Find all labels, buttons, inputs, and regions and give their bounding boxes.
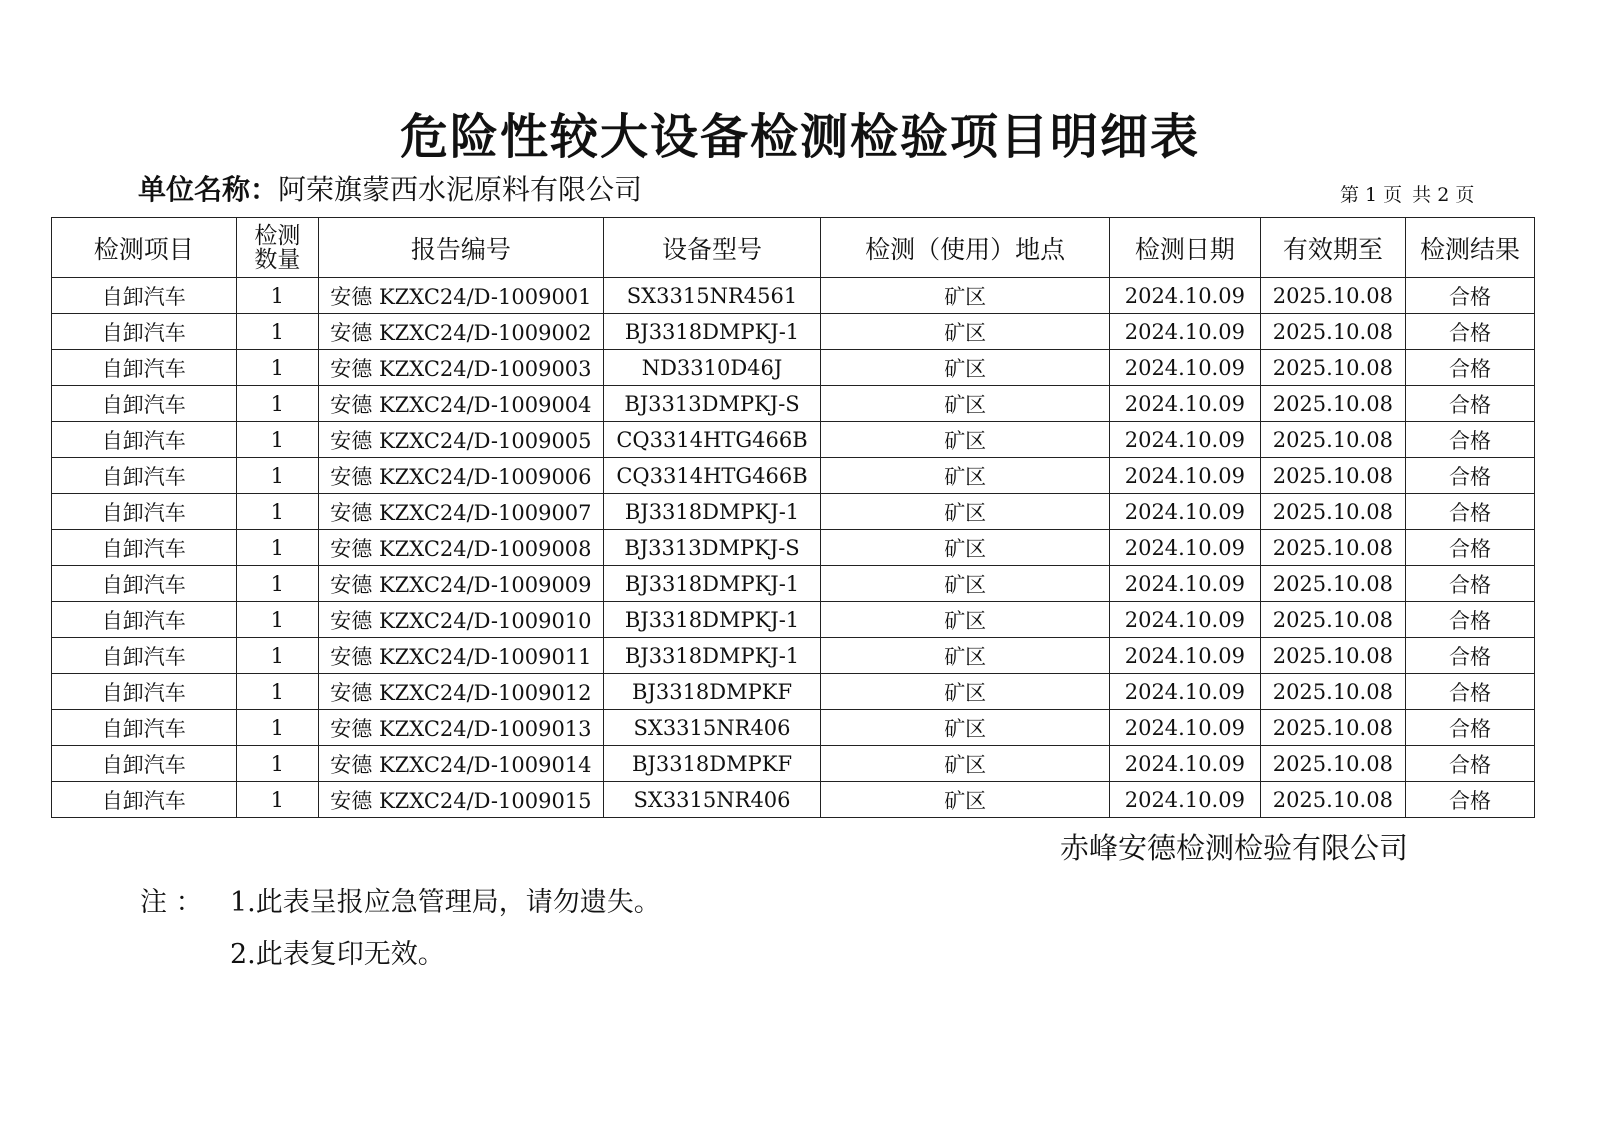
cell-result: 合格 bbox=[1406, 746, 1535, 782]
note-label: 注 ： bbox=[140, 887, 203, 918]
cell-quantity: 1 bbox=[236, 530, 319, 566]
cell-date: 2024.10.09 bbox=[1110, 710, 1261, 746]
cell-report-no: 安德 KZXC24/D-1009004 bbox=[319, 386, 604, 422]
table-row bbox=[52, 278, 1535, 314]
header-report-no: 报告编号 bbox=[319, 218, 604, 278]
cell-item: 自卸汽车 bbox=[52, 782, 237, 818]
cell-report-no: 安德 KZXC24/D-1009010 bbox=[319, 602, 604, 638]
cell-item: 自卸汽车 bbox=[52, 530, 237, 566]
page-current: 第 1 页 bbox=[1340, 184, 1403, 206]
cell-model: CQ3314HTG466B bbox=[603, 422, 821, 458]
cell-quantity: 1 bbox=[236, 782, 319, 818]
header-location: 检测（使用）地点 bbox=[821, 218, 1110, 278]
document-title: 危险性较大设备检测检验项目明细表 bbox=[399, 109, 1200, 165]
table-row bbox=[52, 638, 1535, 674]
cell-result: 合格 bbox=[1406, 314, 1535, 350]
cell-date: 2024.10.09 bbox=[1110, 566, 1261, 602]
issuer-company: 赤峰安德检测检验有限公司 bbox=[1060, 831, 1409, 865]
cell-location: 矿区 bbox=[821, 782, 1110, 818]
cell-quantity: 1 bbox=[236, 602, 319, 638]
table-row bbox=[52, 746, 1535, 782]
cell-valid-until: 2025.10.08 bbox=[1260, 602, 1405, 638]
cell-model: BJ3318DMPKJ-1 bbox=[603, 314, 821, 350]
table-row bbox=[52, 530, 1535, 566]
table-row bbox=[52, 458, 1535, 494]
header-result: 检测结果 bbox=[1406, 218, 1535, 278]
header-quantity-line-2: 数量 bbox=[254, 246, 301, 273]
cell-date: 2024.10.09 bbox=[1110, 278, 1261, 314]
cell-result: 合格 bbox=[1406, 350, 1535, 386]
page-number bbox=[1340, 180, 1474, 207]
cell-valid-until: 2025.10.08 bbox=[1260, 386, 1405, 422]
cell-location: 矿区 bbox=[821, 530, 1110, 566]
cell-quantity: 1 bbox=[236, 422, 319, 458]
cell-quantity: 1 bbox=[236, 710, 319, 746]
table-row bbox=[52, 314, 1535, 350]
cell-location: 矿区 bbox=[821, 638, 1110, 674]
cell-valid-until: 2025.10.08 bbox=[1260, 710, 1405, 746]
cell-result: 合格 bbox=[1406, 530, 1535, 566]
cell-report-no: 安德 KZXC24/D-1009015 bbox=[319, 782, 604, 818]
cell-item: 自卸汽车 bbox=[52, 638, 237, 674]
cell-valid-until: 2025.10.08 bbox=[1260, 566, 1405, 602]
cell-quantity: 1 bbox=[236, 674, 319, 710]
cell-result: 合格 bbox=[1406, 458, 1535, 494]
cell-model: SX3315NR406 bbox=[603, 710, 821, 746]
cell-location: 矿区 bbox=[821, 278, 1110, 314]
cell-item: 自卸汽车 bbox=[52, 350, 237, 386]
cell-result: 合格 bbox=[1406, 782, 1535, 818]
header-quantity-line-1: 检测 bbox=[254, 222, 301, 249]
cell-date: 2024.10.09 bbox=[1110, 782, 1261, 818]
cell-model: ND3310D46J bbox=[603, 350, 821, 386]
cell-location: 矿区 bbox=[821, 710, 1110, 746]
unit-name-line bbox=[138, 168, 642, 208]
cell-model: BJ3318DMPKF bbox=[603, 746, 821, 782]
inspection-table bbox=[51, 217, 1535, 818]
table-row bbox=[52, 674, 1535, 710]
cell-date: 2024.10.09 bbox=[1110, 530, 1261, 566]
unit-name-value: 阿荣旗蒙西水泥原料有限公司 bbox=[278, 173, 643, 206]
cell-date: 2024.10.09 bbox=[1110, 314, 1261, 350]
cell-quantity: 1 bbox=[236, 494, 319, 530]
cell-location: 矿区 bbox=[821, 386, 1110, 422]
cell-result: 合格 bbox=[1406, 674, 1535, 710]
cell-item: 自卸汽车 bbox=[52, 458, 237, 494]
table-row bbox=[52, 566, 1535, 602]
table-row bbox=[52, 422, 1535, 458]
cell-model: BJ3318DMPKF bbox=[603, 674, 821, 710]
cell-report-no: 安德 KZXC24/D-1009003 bbox=[319, 350, 604, 386]
cell-report-no: 安德 KZXC24/D-1009014 bbox=[319, 746, 604, 782]
cell-date: 2024.10.09 bbox=[1110, 422, 1261, 458]
cell-result: 合格 bbox=[1406, 422, 1535, 458]
table-row bbox=[52, 386, 1535, 422]
cell-item: 自卸汽车 bbox=[52, 494, 237, 530]
cell-location: 矿区 bbox=[821, 746, 1110, 782]
cell-result: 合格 bbox=[1406, 494, 1535, 530]
cell-location: 矿区 bbox=[821, 674, 1110, 710]
note-line-2: 2.此表复印无效。 bbox=[230, 939, 445, 970]
note-line-1: 1.此表呈报应急管理局，请勿遗失。 bbox=[230, 887, 661, 918]
table-row bbox=[52, 494, 1535, 530]
cell-valid-until: 2025.10.08 bbox=[1260, 350, 1405, 386]
cell-quantity: 1 bbox=[236, 566, 319, 602]
table-row bbox=[52, 602, 1535, 638]
cell-location: 矿区 bbox=[821, 422, 1110, 458]
cell-model: BJ3313DMPKJ-S bbox=[603, 530, 821, 566]
cell-location: 矿区 bbox=[821, 494, 1110, 530]
cell-item: 自卸汽车 bbox=[52, 386, 237, 422]
cell-item: 自卸汽车 bbox=[52, 746, 237, 782]
cell-date: 2024.10.09 bbox=[1110, 674, 1261, 710]
table-header-row bbox=[52, 218, 1535, 278]
cell-result: 合格 bbox=[1406, 638, 1535, 674]
cell-valid-until: 2025.10.08 bbox=[1260, 422, 1405, 458]
table-row bbox=[52, 782, 1535, 818]
cell-location: 矿区 bbox=[821, 458, 1110, 494]
header-quantity bbox=[236, 218, 319, 278]
table-body bbox=[52, 278, 1535, 818]
cell-date: 2024.10.09 bbox=[1110, 494, 1261, 530]
cell-report-no: 安德 KZXC24/D-1009013 bbox=[319, 710, 604, 746]
cell-location: 矿区 bbox=[821, 602, 1110, 638]
cell-quantity: 1 bbox=[236, 278, 319, 314]
cell-valid-until: 2025.10.08 bbox=[1260, 278, 1405, 314]
cell-item: 自卸汽车 bbox=[52, 314, 237, 350]
cell-valid-until: 2025.10.08 bbox=[1260, 314, 1405, 350]
unit-name-label: 单位名称： bbox=[138, 173, 279, 206]
cell-model: SX3315NR406 bbox=[603, 782, 821, 818]
table-row bbox=[52, 350, 1535, 386]
cell-date: 2024.10.09 bbox=[1110, 746, 1261, 782]
cell-result: 合格 bbox=[1406, 566, 1535, 602]
cell-quantity: 1 bbox=[236, 638, 319, 674]
cell-report-no: 安德 KZXC24/D-1009001 bbox=[319, 278, 604, 314]
cell-quantity: 1 bbox=[236, 314, 319, 350]
cell-report-no: 安德 KZXC24/D-1009011 bbox=[319, 638, 604, 674]
cell-result: 合格 bbox=[1406, 386, 1535, 422]
table-row bbox=[52, 710, 1535, 746]
cell-item: 自卸汽车 bbox=[52, 566, 237, 602]
cell-report-no: 安德 KZXC24/D-1009002 bbox=[319, 314, 604, 350]
cell-report-no: 安德 KZXC24/D-1009006 bbox=[319, 458, 604, 494]
cell-report-no: 安德 KZXC24/D-1009008 bbox=[319, 530, 604, 566]
cell-quantity: 1 bbox=[236, 458, 319, 494]
cell-valid-until: 2025.10.08 bbox=[1260, 674, 1405, 710]
cell-valid-until: 2025.10.08 bbox=[1260, 746, 1405, 782]
cell-location: 矿区 bbox=[821, 350, 1110, 386]
cell-valid-until: 2025.10.08 bbox=[1260, 494, 1405, 530]
cell-report-no: 安德 KZXC24/D-1009007 bbox=[319, 494, 604, 530]
cell-valid-until: 2025.10.08 bbox=[1260, 638, 1405, 674]
cell-location: 矿区 bbox=[821, 314, 1110, 350]
cell-valid-until: 2025.10.08 bbox=[1260, 782, 1405, 818]
cell-model: SX3315NR4561 bbox=[603, 278, 821, 314]
cell-quantity: 1 bbox=[236, 746, 319, 782]
cell-date: 2024.10.09 bbox=[1110, 386, 1261, 422]
cell-quantity: 1 bbox=[236, 350, 319, 386]
cell-valid-until: 2025.10.08 bbox=[1260, 458, 1405, 494]
cell-valid-until: 2025.10.08 bbox=[1260, 530, 1405, 566]
header-item: 检测项目 bbox=[52, 218, 237, 278]
cell-item: 自卸汽车 bbox=[52, 674, 237, 710]
cell-item: 自卸汽车 bbox=[52, 602, 237, 638]
cell-model: CQ3314HTG466B bbox=[603, 458, 821, 494]
cell-model: BJ3318DMPKJ-1 bbox=[603, 638, 821, 674]
cell-date: 2024.10.09 bbox=[1110, 350, 1261, 386]
cell-model: BJ3313DMPKJ-S bbox=[603, 386, 821, 422]
cell-date: 2024.10.09 bbox=[1110, 638, 1261, 674]
cell-result: 合格 bbox=[1406, 710, 1535, 746]
cell-model: BJ3318DMPKJ-1 bbox=[603, 602, 821, 638]
cell-quantity: 1 bbox=[236, 386, 319, 422]
cell-report-no: 安德 KZXC24/D-1009009 bbox=[319, 566, 604, 602]
cell-report-no: 安德 KZXC24/D-1009012 bbox=[319, 674, 604, 710]
cell-location: 矿区 bbox=[821, 566, 1110, 602]
header-valid-until: 有效期至 bbox=[1260, 218, 1405, 278]
cell-report-no: 安德 KZXC24/D-1009005 bbox=[319, 422, 604, 458]
cell-date: 2024.10.09 bbox=[1110, 602, 1261, 638]
header-model: 设备型号 bbox=[603, 218, 821, 278]
cell-model: BJ3318DMPKJ-1 bbox=[603, 494, 821, 530]
cell-model: BJ3318DMPKJ-1 bbox=[603, 566, 821, 602]
cell-result: 合格 bbox=[1406, 278, 1535, 314]
cell-item: 自卸汽车 bbox=[52, 422, 237, 458]
cell-date: 2024.10.09 bbox=[1110, 458, 1261, 494]
header-date: 检测日期 bbox=[1110, 218, 1261, 278]
cell-result: 合格 bbox=[1406, 602, 1535, 638]
cell-item: 自卸汽车 bbox=[52, 710, 237, 746]
page-total: 共 2 页 bbox=[1412, 184, 1475, 206]
cell-item: 自卸汽车 bbox=[52, 278, 237, 314]
